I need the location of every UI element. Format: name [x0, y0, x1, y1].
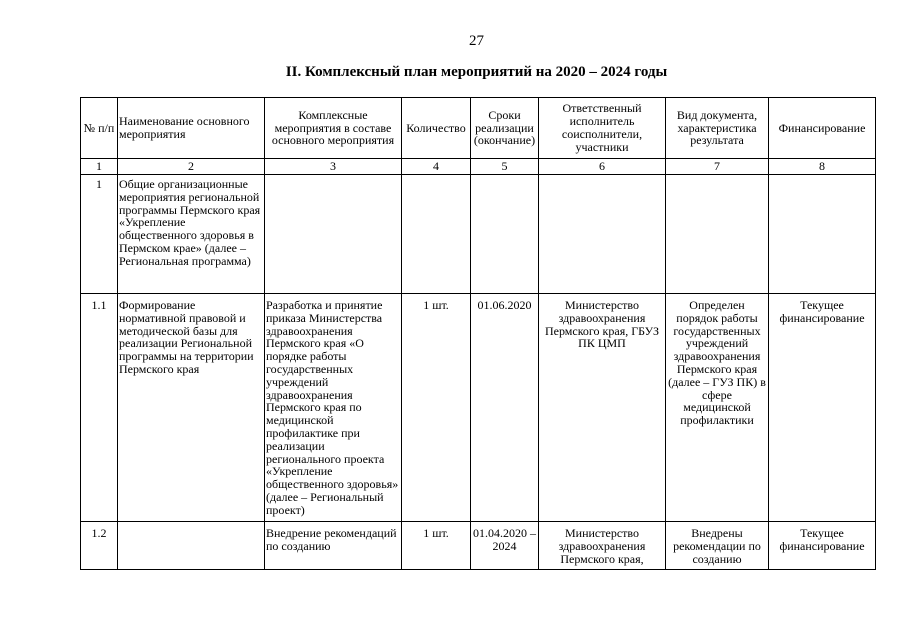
header-financing: Финансирование: [769, 98, 876, 159]
column-number: 3: [265, 159, 402, 175]
row-main-activity: Общие организационные мероприятия региональной программы Пермского края «Укрепление общественного здоровья в Пермском крае» (далее – Региональная программа): [118, 175, 265, 294]
row-complex-activity: Внедрение рекомендаций по созданию: [265, 522, 402, 570]
page-number: 27: [469, 33, 484, 49]
row-number: 1.1: [81, 294, 118, 522]
row-result: Определен порядок работы государственных учреждений здравоохранения Пермского края (далее – ГУЗ ПК) в сфере медицинской профилактики: [666, 294, 769, 522]
row-complex-activity: [265, 175, 402, 294]
row-quantity: [402, 175, 471, 294]
row-executor: Министерство здравоохранения Пермского края, ГБУЗ ПК ЦМП: [539, 294, 666, 522]
column-number: 7: [666, 159, 769, 175]
header-main-activity: Наименование основного мероприятия: [118, 98, 265, 159]
section-title: II. Комплексный план мероприятий на 2020 – 2024 годы: [285, 64, 668, 80]
row-deadline: 01.06.2020: [471, 294, 539, 522]
row-financing: Текущее финансирование: [769, 294, 876, 522]
table-row: [81, 522, 876, 570]
table-row: [81, 175, 876, 294]
row-number: 1: [81, 175, 118, 294]
row-financing: Текущее финансирование: [769, 522, 876, 570]
row-deadline: [471, 175, 539, 294]
header-quantity: Количество: [402, 98, 471, 159]
row-executor: Министерство здравоохранения Пермского края,: [539, 522, 666, 570]
column-number: 6: [539, 159, 666, 175]
row-result: Внедрены рекомендации по созданию: [666, 522, 769, 570]
header-result: Вид документа, характеристика результата: [666, 98, 769, 159]
row-executor: [539, 175, 666, 294]
header-num: № п/п: [81, 98, 118, 159]
row-number: 1.2: [81, 522, 118, 570]
column-number: 8: [769, 159, 876, 175]
column-number: 1: [81, 159, 118, 175]
row-financing: [769, 175, 876, 294]
row-deadline: 01.04.2020 – 2024: [471, 522, 539, 570]
column-number: 2: [118, 159, 265, 175]
row-main-activity: Формирование нормативной правовой и методической базы для реализации Региональной программы на территории Пермского края: [118, 294, 265, 522]
column-number-row: [81, 159, 876, 175]
header-executor: Ответственный исполнитель соисполнители, участники: [539, 98, 666, 159]
row-main-activity: [118, 522, 265, 570]
table-row: [81, 294, 876, 522]
header-complex-activities: Комплексные мероприятия в составе основного мероприятия: [265, 98, 402, 159]
header-deadline: Сроки реализации (окончание): [471, 98, 539, 159]
plan-table: [80, 97, 876, 570]
row-quantity: 1 шт.: [402, 294, 471, 522]
column-number: 4: [402, 159, 471, 175]
row-result: [666, 175, 769, 294]
column-number: 5: [471, 159, 539, 175]
row-quantity: 1 шт.: [402, 522, 471, 570]
row-complex-activity: Разработка и принятие приказа Министерства здравоохранения Пермского края «О порядке работы государственных учреждений здравоохранения Пермского края по медицинской профилактике при реализации регионального проекта «Укрепление общественного здоровья» (далее – Региональный проект): [265, 294, 402, 522]
header-row: [81, 98, 876, 159]
